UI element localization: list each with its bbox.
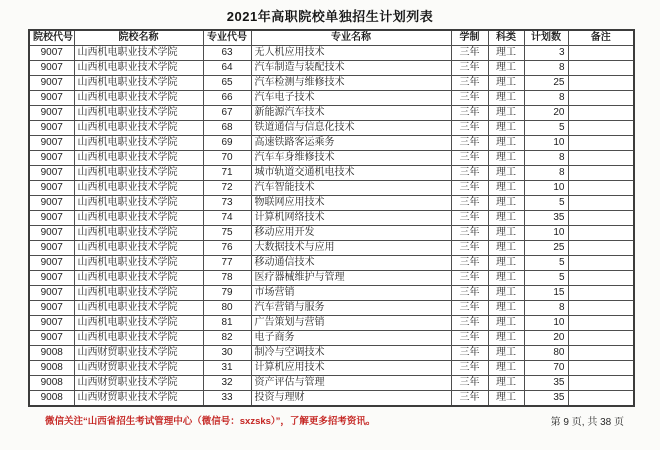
column-header-remarks: 备注 bbox=[568, 30, 634, 46]
cell-plan_count: 8 bbox=[524, 91, 568, 106]
cell-college_name: 山西机电职业技术学院 bbox=[74, 166, 203, 181]
cell-plan_count: 25 bbox=[524, 76, 568, 91]
cell-plan_count: 70 bbox=[524, 361, 568, 376]
cell-college_name: 山西机电职业技术学院 bbox=[74, 136, 203, 151]
cell-category: 理工 bbox=[488, 196, 524, 211]
cell-college_name: 山西机电职业技术学院 bbox=[74, 241, 203, 256]
cell-remarks bbox=[568, 196, 634, 211]
table-row bbox=[29, 61, 634, 76]
column-header-plan_count: 计划数 bbox=[524, 30, 568, 46]
cell-duration: 三年 bbox=[451, 151, 488, 166]
cell-major_code: 70 bbox=[203, 151, 251, 166]
cell-category: 理工 bbox=[488, 346, 524, 361]
cell-plan_count: 10 bbox=[524, 316, 568, 331]
cell-remarks bbox=[568, 286, 634, 301]
cell-remarks bbox=[568, 316, 634, 331]
cell-major_name: 物联网应用技术 bbox=[251, 196, 451, 211]
cell-remarks bbox=[568, 346, 634, 361]
table-row bbox=[29, 121, 634, 136]
cell-remarks bbox=[568, 376, 634, 391]
cell-remarks bbox=[568, 46, 634, 61]
cell-remarks bbox=[568, 361, 634, 376]
cell-college_code: 9007 bbox=[29, 241, 74, 256]
table-row bbox=[29, 166, 634, 181]
cell-college_name: 山西财贸职业技术学院 bbox=[74, 361, 203, 376]
cell-remarks bbox=[568, 121, 634, 136]
table-row bbox=[29, 151, 634, 166]
cell-college_code: 9007 bbox=[29, 121, 74, 136]
cell-category: 理工 bbox=[488, 91, 524, 106]
cell-major_code: 33 bbox=[203, 391, 251, 407]
cell-major_name: 高速铁路客运乘务 bbox=[251, 136, 451, 151]
table-header bbox=[29, 30, 634, 46]
cell-major_code: 74 bbox=[203, 211, 251, 226]
table-row bbox=[29, 286, 634, 301]
cell-plan_count: 10 bbox=[524, 136, 568, 151]
cell-remarks bbox=[568, 181, 634, 196]
cell-remarks bbox=[568, 76, 634, 91]
cell-college_code: 9007 bbox=[29, 61, 74, 76]
cell-category: 理工 bbox=[488, 211, 524, 226]
cell-plan_count: 8 bbox=[524, 151, 568, 166]
cell-plan_count: 5 bbox=[524, 256, 568, 271]
table-header-row bbox=[29, 30, 634, 46]
cell-college_name: 山西机电职业技术学院 bbox=[74, 91, 203, 106]
cell-remarks bbox=[568, 61, 634, 76]
table-row bbox=[29, 196, 634, 211]
cell-remarks bbox=[568, 391, 634, 407]
cell-major_name: 汽车营销与服务 bbox=[251, 301, 451, 316]
cell-major_code: 64 bbox=[203, 61, 251, 76]
cell-major_code: 78 bbox=[203, 271, 251, 286]
cell-major_code: 68 bbox=[203, 121, 251, 136]
table-row bbox=[29, 241, 634, 256]
cell-college_code: 9007 bbox=[29, 46, 74, 61]
cell-category: 理工 bbox=[488, 181, 524, 196]
cell-category: 理工 bbox=[488, 121, 524, 136]
cell-category: 理工 bbox=[488, 391, 524, 407]
cell-major_code: 31 bbox=[203, 361, 251, 376]
cell-major_code: 76 bbox=[203, 241, 251, 256]
cell-college_code: 9007 bbox=[29, 211, 74, 226]
cell-major_code: 63 bbox=[203, 46, 251, 61]
cell-major_code: 71 bbox=[203, 166, 251, 181]
cell-plan_count: 10 bbox=[524, 181, 568, 196]
cell-major_code: 72 bbox=[203, 181, 251, 196]
cell-college_code: 9007 bbox=[29, 271, 74, 286]
cell-college_name: 山西财贸职业技术学院 bbox=[74, 376, 203, 391]
wechat-notice: 微信关注“山西省招生考试管理中心（微信号：sxzsks）”，了解更多招考资讯。 bbox=[45, 416, 376, 427]
cell-duration: 三年 bbox=[451, 76, 488, 91]
cell-college_code: 9007 bbox=[29, 286, 74, 301]
cell-major_name: 铁道通信与信息化技术 bbox=[251, 121, 451, 136]
cell-major_name: 汽车智能技术 bbox=[251, 181, 451, 196]
cell-duration: 三年 bbox=[451, 106, 488, 121]
table-row bbox=[29, 181, 634, 196]
cell-remarks bbox=[568, 241, 634, 256]
table-row bbox=[29, 226, 634, 241]
cell-category: 理工 bbox=[488, 376, 524, 391]
cell-plan_count: 15 bbox=[524, 286, 568, 301]
cell-plan_count: 5 bbox=[524, 271, 568, 286]
cell-category: 理工 bbox=[488, 271, 524, 286]
cell-major_code: 69 bbox=[203, 136, 251, 151]
cell-category: 理工 bbox=[488, 301, 524, 316]
cell-duration: 三年 bbox=[451, 136, 488, 151]
cell-college_code: 9007 bbox=[29, 196, 74, 211]
cell-major_name: 城市轨道交通机电技术 bbox=[251, 166, 451, 181]
cell-category: 理工 bbox=[488, 256, 524, 271]
cell-major_code: 81 bbox=[203, 316, 251, 331]
cell-college_name: 山西机电职业技术学院 bbox=[74, 331, 203, 346]
cell-college_code: 9007 bbox=[29, 151, 74, 166]
cell-major_code: 80 bbox=[203, 301, 251, 316]
cell-major_name: 医疗器械维护与管理 bbox=[251, 271, 451, 286]
cell-duration: 三年 bbox=[451, 91, 488, 106]
cell-college_code: 9007 bbox=[29, 256, 74, 271]
cell-plan_count: 5 bbox=[524, 121, 568, 136]
cell-major_name: 汽车制造与装配技术 bbox=[251, 61, 451, 76]
cell-remarks bbox=[568, 211, 634, 226]
cell-category: 理工 bbox=[488, 46, 524, 61]
cell-college_name: 山西机电职业技术学院 bbox=[74, 181, 203, 196]
cell-major_name: 广告策划与营销 bbox=[251, 316, 451, 331]
cell-remarks bbox=[568, 106, 634, 121]
cell-college_name: 山西机电职业技术学院 bbox=[74, 256, 203, 271]
cell-college_code: 9007 bbox=[29, 331, 74, 346]
cell-college_code: 9007 bbox=[29, 106, 74, 121]
table-row bbox=[29, 361, 634, 376]
cell-major_name: 汽车电子技术 bbox=[251, 91, 451, 106]
cell-college_code: 9007 bbox=[29, 301, 74, 316]
cell-duration: 三年 bbox=[451, 316, 488, 331]
table-row bbox=[29, 271, 634, 286]
table-row bbox=[29, 256, 634, 271]
table-row bbox=[29, 76, 634, 91]
cell-duration: 三年 bbox=[451, 226, 488, 241]
cell-major_code: 75 bbox=[203, 226, 251, 241]
table-row bbox=[29, 46, 634, 61]
cell-remarks bbox=[568, 226, 634, 241]
cell-college_name: 山西机电职业技术学院 bbox=[74, 271, 203, 286]
table-row bbox=[29, 331, 634, 346]
cell-college_name: 山西机电职业技术学院 bbox=[74, 76, 203, 91]
cell-major_code: 73 bbox=[203, 196, 251, 211]
table-row bbox=[29, 91, 634, 106]
cell-plan_count: 5 bbox=[524, 196, 568, 211]
cell-duration: 三年 bbox=[451, 361, 488, 376]
cell-duration: 三年 bbox=[451, 331, 488, 346]
cell-plan_count: 20 bbox=[524, 331, 568, 346]
cell-major_name: 投资与理财 bbox=[251, 391, 451, 407]
cell-plan_count: 8 bbox=[524, 301, 568, 316]
cell-college_name: 山西机电职业技术学院 bbox=[74, 106, 203, 121]
cell-category: 理工 bbox=[488, 106, 524, 121]
cell-duration: 三年 bbox=[451, 346, 488, 361]
cell-plan_count: 10 bbox=[524, 226, 568, 241]
cell-duration: 三年 bbox=[451, 211, 488, 226]
cell-major_name: 资产评估与管理 bbox=[251, 376, 451, 391]
cell-remarks bbox=[568, 91, 634, 106]
cell-major_code: 30 bbox=[203, 346, 251, 361]
page-number-info: 第 9 页, 共 38 页 bbox=[550, 417, 624, 428]
cell-college_name: 山西机电职业技术学院 bbox=[74, 316, 203, 331]
cell-plan_count: 35 bbox=[524, 391, 568, 407]
cell-duration: 三年 bbox=[451, 256, 488, 271]
cell-college_name: 山西财贸职业技术学院 bbox=[74, 391, 203, 407]
cell-major_name: 电子商务 bbox=[251, 331, 451, 346]
cell-category: 理工 bbox=[488, 61, 524, 76]
table-row bbox=[29, 346, 634, 361]
cell-remarks bbox=[568, 331, 634, 346]
cell-college_code: 9008 bbox=[29, 361, 74, 376]
cell-category: 理工 bbox=[488, 151, 524, 166]
cell-major_name: 市场营销 bbox=[251, 286, 451, 301]
table-row bbox=[29, 316, 634, 331]
cell-major_name: 移动通信技术 bbox=[251, 256, 451, 271]
cell-plan_count: 20 bbox=[524, 106, 568, 121]
table-row bbox=[29, 106, 634, 121]
cell-major_name: 计算机应用技术 bbox=[251, 361, 451, 376]
cell-duration: 三年 bbox=[451, 121, 488, 136]
cell-college_code: 9007 bbox=[29, 166, 74, 181]
cell-duration: 三年 bbox=[451, 61, 488, 76]
cell-remarks bbox=[568, 136, 634, 151]
cell-college_name: 山西机电职业技术学院 bbox=[74, 211, 203, 226]
cell-major_code: 79 bbox=[203, 286, 251, 301]
cell-category: 理工 bbox=[488, 241, 524, 256]
cell-category: 理工 bbox=[488, 286, 524, 301]
cell-college_name: 山西财贸职业技术学院 bbox=[74, 346, 203, 361]
cell-duration: 三年 bbox=[451, 166, 488, 181]
cell-remarks bbox=[568, 166, 634, 181]
cell-college_name: 山西机电职业技术学院 bbox=[74, 61, 203, 76]
cell-major_name: 无人机应用技术 bbox=[251, 46, 451, 61]
column-header-duration: 学制 bbox=[451, 30, 488, 46]
cell-category: 理工 bbox=[488, 361, 524, 376]
cell-plan_count: 8 bbox=[524, 61, 568, 76]
cell-college_code: 9007 bbox=[29, 316, 74, 331]
cell-category: 理工 bbox=[488, 331, 524, 346]
cell-plan_count: 35 bbox=[524, 376, 568, 391]
cell-duration: 三年 bbox=[451, 46, 488, 61]
cell-college_code: 9008 bbox=[29, 376, 74, 391]
cell-duration: 三年 bbox=[451, 181, 488, 196]
cell-college_code: 9007 bbox=[29, 91, 74, 106]
cell-college_code: 9007 bbox=[29, 226, 74, 241]
cell-college_name: 山西机电职业技术学院 bbox=[74, 301, 203, 316]
cell-plan_count: 3 bbox=[524, 46, 568, 61]
cell-college_name: 山西机电职业技术学院 bbox=[74, 196, 203, 211]
table-row bbox=[29, 211, 634, 226]
column-header-college_name: 院校名称 bbox=[74, 30, 203, 46]
cell-major_code: 67 bbox=[203, 106, 251, 121]
cell-major_code: 66 bbox=[203, 91, 251, 106]
cell-college_code: 9007 bbox=[29, 76, 74, 91]
page-title: 2021年高职院校单独招生计划列表 bbox=[226, 9, 434, 24]
cell-plan_count: 80 bbox=[524, 346, 568, 361]
cell-college_name: 山西机电职业技术学院 bbox=[74, 121, 203, 136]
table-row bbox=[29, 391, 634, 407]
cell-major_code: 77 bbox=[203, 256, 251, 271]
cell-category: 理工 bbox=[488, 136, 524, 151]
cell-category: 理工 bbox=[488, 166, 524, 181]
cell-college_code: 9007 bbox=[29, 181, 74, 196]
cell-major_name: 计算机网络技术 bbox=[251, 211, 451, 226]
cell-category: 理工 bbox=[488, 316, 524, 331]
cell-duration: 三年 bbox=[451, 196, 488, 211]
cell-plan_count: 25 bbox=[524, 241, 568, 256]
table-row bbox=[29, 301, 634, 316]
column-header-major_name: 专业名称 bbox=[251, 30, 451, 46]
cell-college_code: 9007 bbox=[29, 136, 74, 151]
cell-major_code: 65 bbox=[203, 76, 251, 91]
cell-college_name: 山西机电职业技术学院 bbox=[74, 46, 203, 61]
cell-duration: 三年 bbox=[451, 391, 488, 407]
cell-major_name: 移动应用开发 bbox=[251, 226, 451, 241]
cell-major_name: 大数据技术与应用 bbox=[251, 241, 451, 256]
column-header-major_code: 专业代号 bbox=[203, 30, 251, 46]
cell-remarks bbox=[568, 271, 634, 286]
cell-college_name: 山西机电职业技术学院 bbox=[74, 226, 203, 241]
cell-duration: 三年 bbox=[451, 271, 488, 286]
cell-college_code: 9008 bbox=[29, 391, 74, 407]
cell-major_code: 82 bbox=[203, 331, 251, 346]
cell-college_name: 山西机电职业技术学院 bbox=[74, 286, 203, 301]
cell-college_code: 9008 bbox=[29, 346, 74, 361]
cell-category: 理工 bbox=[488, 76, 524, 91]
table-row bbox=[29, 136, 634, 151]
cell-major_name: 汽车检测与维修技术 bbox=[251, 76, 451, 91]
column-header-college_code: 院校代号 bbox=[29, 30, 74, 46]
cell-plan_count: 35 bbox=[524, 211, 568, 226]
enrollment-plan-table bbox=[28, 29, 635, 407]
cell-duration: 三年 bbox=[451, 301, 488, 316]
table-body bbox=[29, 46, 634, 407]
cell-remarks bbox=[568, 151, 634, 166]
cell-category: 理工 bbox=[488, 226, 524, 241]
column-header-category: 科类 bbox=[488, 30, 524, 46]
cell-major_name: 汽车车身维修技术 bbox=[251, 151, 451, 166]
cell-college_name: 山西机电职业技术学院 bbox=[74, 151, 203, 166]
cell-major_name: 新能源汽车技术 bbox=[251, 106, 451, 121]
cell-duration: 三年 bbox=[451, 241, 488, 256]
cell-major_code: 32 bbox=[203, 376, 251, 391]
cell-duration: 三年 bbox=[451, 286, 488, 301]
cell-remarks bbox=[568, 301, 634, 316]
cell-duration: 三年 bbox=[451, 376, 488, 391]
table-row bbox=[29, 376, 634, 391]
cell-plan_count: 8 bbox=[524, 166, 568, 181]
cell-remarks bbox=[568, 256, 634, 271]
cell-major_name: 制冷与空调技术 bbox=[251, 346, 451, 361]
